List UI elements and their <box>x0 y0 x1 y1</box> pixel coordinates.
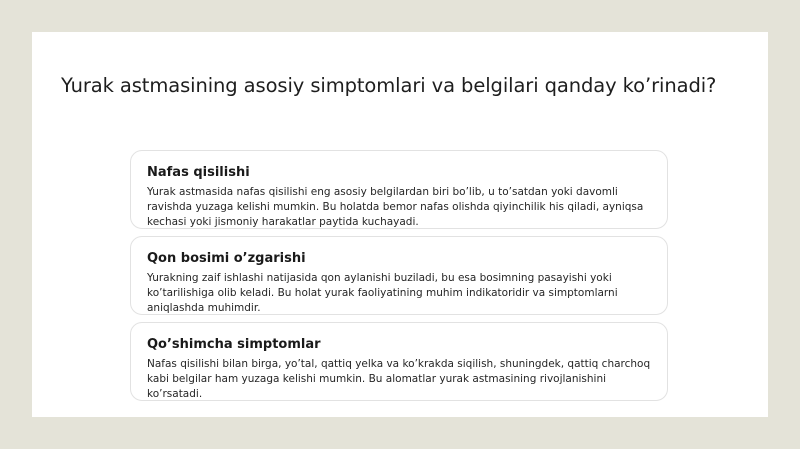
card-title: Nafas qisilishi <box>147 165 250 180</box>
card-text: Yurakning zaif ishlashi natijasida qon aylanishi buziladi, bu esa bosimning pasayishi yoki ko’tarilishiga olib keladi. Bu holat yurak faoliyatining muhim indikatoridir va simptomlarni aniqlashda muhimdir. <box>147 272 618 314</box>
card-title: Qo’shimcha simptomlar <box>147 337 321 352</box>
slide <box>32 32 768 417</box>
card-qoshimcha-simptomlar <box>130 322 668 401</box>
card-title: Qon bosimi o’zgarishi <box>147 251 306 266</box>
card-nafas-qisilishi <box>130 150 668 229</box>
slide-title: Yurak astmasining asosiy simptomlari va belgilari qanday ko’rinadi? <box>61 74 717 97</box>
card-qon-bosimi <box>130 236 668 315</box>
card-text: Yurak astmasida nafas qisilishi eng asosiy belgilardan biri bo’lib, u to’satdan yoki davomli ravishda yuzaga kelishi mumkin. Bu holatda bemor nafas olishda qiyinchilik his qiladi, ayniqsa kechasi yoki jismoniy harakatlar paytida kuchayadi. <box>147 186 644 228</box>
card-text: Nafas qisilishi bilan birga, yo’tal, qattiq yelka va ko’krakda siqilish, shuningdek, qattiq charchoq kabi belgilar ham yuzaga kelishi mumkin. Bu alomatlar yurak astmasining rivojlanishini ko’rsatadi. <box>147 358 651 400</box>
